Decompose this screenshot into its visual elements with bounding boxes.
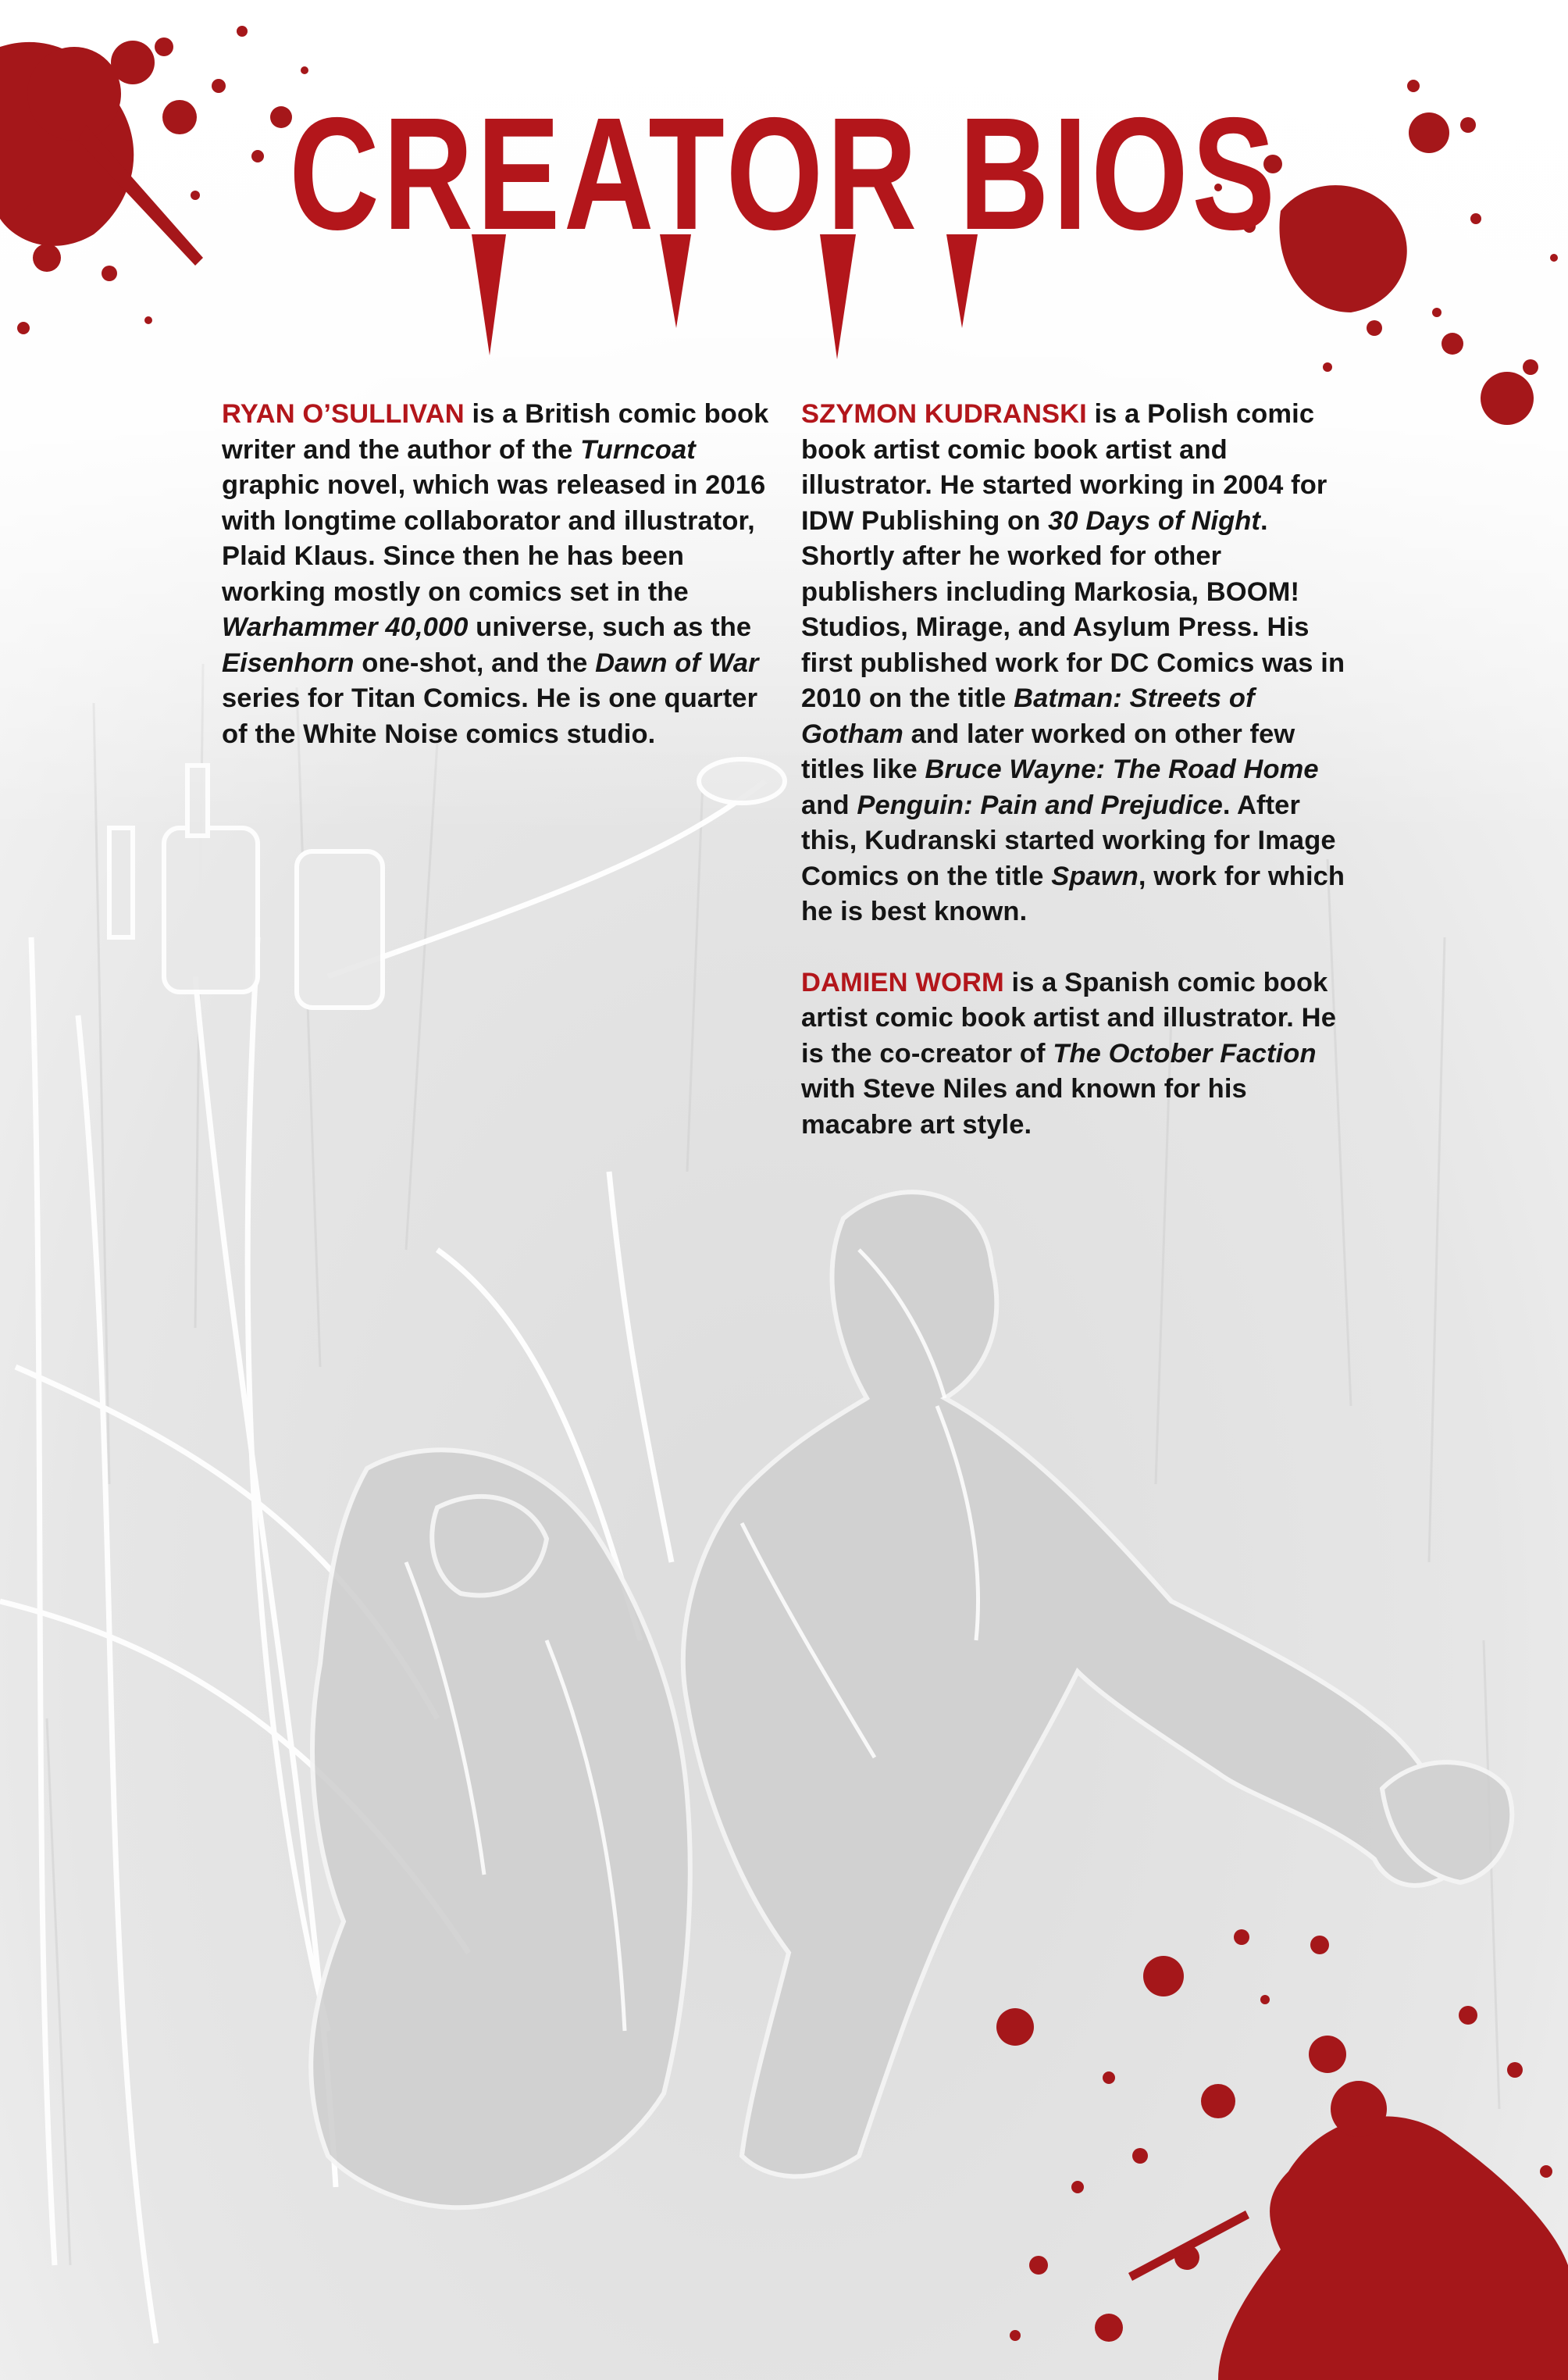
bio-text: , work for which he is best known. — [801, 861, 1345, 926]
creator-name: DAMIEN WORM — [801, 967, 1004, 997]
title-italic: Penguin: Pain and Prejudice — [857, 790, 1223, 820]
page-title: CREATOR BIOS — [289, 84, 1279, 263]
bio-damien-worm — [801, 965, 1363, 1144]
title-italic: Bruce Wayne: The Road Home — [925, 755, 1319, 784]
bio-text: and later worked on other few titles like — [801, 719, 1295, 784]
bio-text: and — [801, 790, 857, 820]
bio-text: with Steve Niles and known for his macabre art style. — [801, 1074, 1247, 1140]
title-italic: Warhammer 40,000 — [222, 612, 469, 642]
bio-text: universe, such as the — [468, 612, 752, 642]
bio-text: . After this, Kudranski started working for Image Comics on the title — [801, 790, 1336, 891]
title-italic: Dawn of War — [595, 648, 759, 678]
bio-text: is a British comic book writer and the author of the — [222, 399, 769, 465]
title-italic: Spawn — [1051, 861, 1139, 891]
title-italic: Turncoat — [580, 434, 696, 465]
title-italic: Eisenhorn — [222, 648, 355, 678]
bio-text: graphic novel, which was released in 2016 with longtime collaborator and illustrator, Plaid Klaus. Since then he has been working mostly on comics set in the — [222, 470, 766, 607]
left-column — [222, 397, 784, 787]
bio-text: series for Titan Comics. He is one quarter of the White Noise comics studio. — [222, 683, 758, 749]
title-italic: Batman: Streets of Gotham — [801, 683, 1255, 749]
bio-text: . Shortly after he worked for other publishers including Markosia, BOOM! Studios, Mirage, and Asylum Press. His first published work for DC Comics was in 2010 on the title — [801, 505, 1345, 713]
creator-name: SZYMON KUDRANSKI — [801, 399, 1087, 429]
right-column — [801, 397, 1363, 1178]
bio-ryan-osullivan — [222, 397, 784, 752]
bio-text: is a Polish comic book artist comic book artist and illustrator. He started working in 2004 for IDW Publishing on — [801, 399, 1327, 536]
title-italic: 30 Days of Night — [1048, 505, 1260, 536]
bio-szymon-kudranski — [801, 397, 1363, 930]
creator-name: RYAN O’SULLIVAN — [222, 399, 465, 429]
bio-text: one-shot, and the — [354, 648, 596, 678]
bio-text: is a Spanish comic book artist comic book artist and illustrator. He is the co-creator of — [801, 967, 1336, 1069]
title-italic: The October Faction — [1053, 1038, 1317, 1069]
